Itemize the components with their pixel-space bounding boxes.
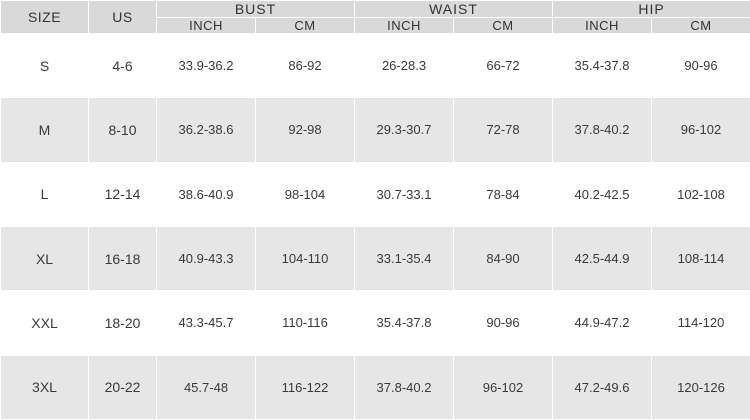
cell-waist-inch: 26-28.3 [355,34,454,98]
table-row [1,162,750,226]
cell-hip-inch: 47.2-49.6 [553,355,652,419]
cell-hip-inch: 35.4-37.8 [553,34,652,98]
header-group-waist: WAIST [355,1,553,18]
header-waist-inch: INCH [355,18,454,34]
cell-bust-inch: 36.2-38.6 [157,98,256,162]
cell-bust-inch: 40.9-43.3 [157,226,256,290]
cell-size: S [1,34,89,98]
cell-waist-cm: 72-78 [454,98,553,162]
cell-waist-cm: 96-102 [454,355,553,419]
cell-hip-cm: 120-126 [652,355,750,419]
header-waist-cm: CM [454,18,553,34]
cell-us: 4-6 [89,34,157,98]
cell-hip-inch: 37.8-40.2 [553,98,652,162]
cell-us: 18-20 [89,291,157,355]
header-hip-inch: INCH [553,18,652,34]
cell-bust-cm: 104-110 [256,226,355,290]
cell-size: XL [1,226,89,290]
cell-waist-inch: 30.7-33.1 [355,162,454,226]
cell-bust-inch: 33.9-36.2 [157,34,256,98]
table-body [1,34,750,420]
cell-size: 3XL [1,355,89,419]
cell-bust-inch: 43.3-45.7 [157,291,256,355]
cell-bust-cm: 110-116 [256,291,355,355]
header-hip-cm: CM [652,18,750,34]
cell-bust-cm: 92-98 [256,98,355,162]
cell-waist-cm: 90-96 [454,291,553,355]
table-row [1,226,750,290]
cell-waist-inch: 37.8-40.2 [355,355,454,419]
cell-hip-cm: 102-108 [652,162,750,226]
cell-waist-cm: 78-84 [454,162,553,226]
cell-hip-inch: 44.9-47.2 [553,291,652,355]
cell-bust-cm: 116-122 [256,355,355,419]
cell-size: XXL [1,291,89,355]
header-size: SIZE [1,1,89,34]
table-row [1,355,750,419]
cell-bust-cm: 98-104 [256,162,355,226]
table-row [1,98,750,162]
header-bust-inch: INCH [157,18,256,34]
header-group-hip: HIP [553,1,750,18]
cell-hip-cm: 96-102 [652,98,750,162]
cell-us: 8-10 [89,98,157,162]
cell-hip-inch: 42.5-44.9 [553,226,652,290]
header-row-groups [1,1,750,18]
table-row [1,291,750,355]
cell-waist-cm: 84-90 [454,226,553,290]
cell-hip-inch: 40.2-42.5 [553,162,652,226]
header-group-bust: BUST [157,1,355,18]
header-us: US [89,1,157,34]
cell-waist-inch: 35.4-37.8 [355,291,454,355]
cell-hip-cm: 114-120 [652,291,750,355]
cell-bust-inch: 45.7-48 [157,355,256,419]
table-header [1,1,750,34]
cell-us: 20-22 [89,355,157,419]
cell-waist-inch: 33.1-35.4 [355,226,454,290]
cell-hip-cm: 108-114 [652,226,750,290]
cell-waist-inch: 29.3-30.7 [355,98,454,162]
cell-us: 12-14 [89,162,157,226]
header-bust-cm: CM [256,18,355,34]
cell-us: 16-18 [89,226,157,290]
cell-waist-cm: 66-72 [454,34,553,98]
cell-hip-cm: 90-96 [652,34,750,98]
table-row [1,34,750,98]
cell-size: M [1,98,89,162]
cell-bust-inch: 38.6-40.9 [157,162,256,226]
cell-bust-cm: 86-92 [256,34,355,98]
cell-size: L [1,162,89,226]
